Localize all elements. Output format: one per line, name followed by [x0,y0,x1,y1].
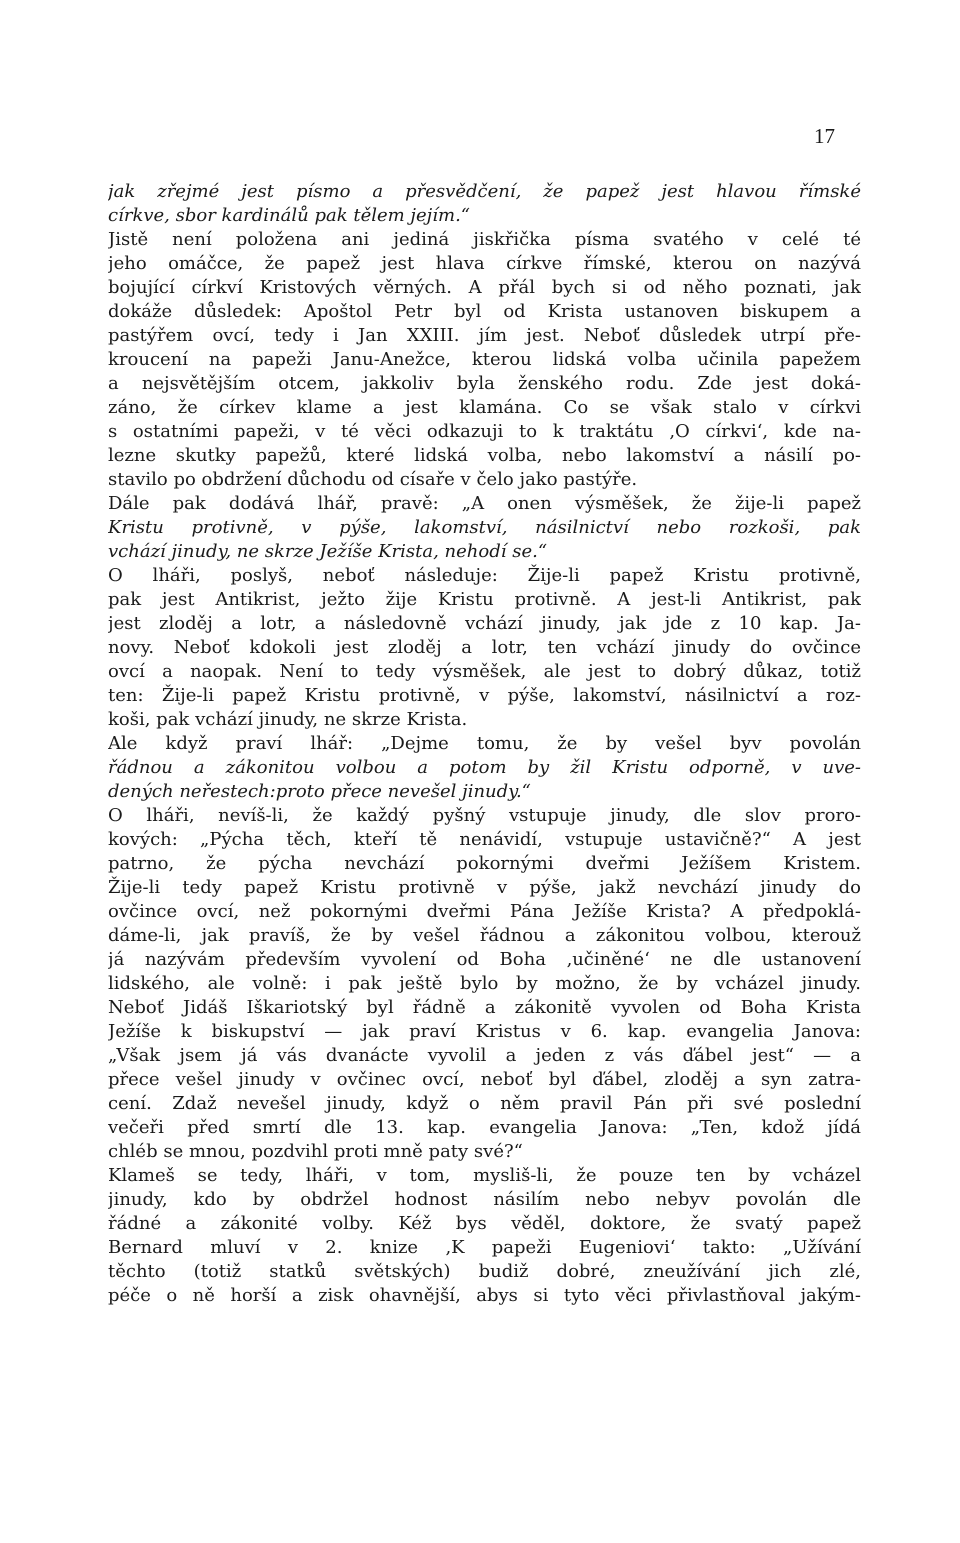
text-line: pak jest Antikrist, ježto žije Kristu protivně. A jest-li Antikrist, pak [108,589,861,610]
page-number: 17 [814,124,835,148]
text-line: cení. Zdaž nevešel jinudy, když o něm pravil Pán při své poslední [108,1093,861,1114]
text-line: večeři před smrtí dle 13. kap. evangelia Janova: „Ten, kdož jídá [108,1117,861,1138]
text-line: stavilo po obdržení důchodu od císaře v čelo jako pastýře. [108,469,638,490]
text-line: dáme-li, jak pravíš, že by vešel řádnou a zákonitou volbou, kterouž [108,925,861,946]
text-line: novy. Neboť kdokoli jest zloděj a lotr, ten vchází jinudy do ovčince [108,637,861,658]
text-line: Žije-li tedy papež Kristu protivně v pýše, jakž nevchází jinudy do [108,877,861,898]
text-line: Ale když praví lhář: „Dejme tomu, že by vešel byv povolán [108,733,861,754]
text-line: lidského, ale volně: i pak ještě bylo by možno, že by vcházel jinudy. [108,973,861,994]
text-line: řádné a zákonité volby. Kéž bys věděl, doktore, že svatý papež [108,1213,861,1234]
text-line: jak zřejmé jest písmo a přesvědčení, že papež jest hlavou římské [108,181,861,202]
text-line: Bernard mluví v 2. knize ‚K papeži Eugeniovi‘ takto: „Užívání [108,1237,861,1258]
text-line: lezne skutky papežů, které lidská volba, nebo lakomství a násilí po- [108,445,861,466]
text-line: s ostatními papeži, v té věci odkazuji to k traktátu ‚O církvi‘, kde na- [108,421,861,442]
text-line: pastýřem ovcí, tedy i Jan XXIII. jím jest. Neboť důsledek utrpí pře- [108,325,861,346]
text-line: vchází jinudy, ne skrze Ježíše Krista, nehodí se.“ [108,541,548,562]
text-line: jeho omáčce, že papež jest hlava církve římské, kterou on nazývá [108,253,861,274]
text-line: Dále pak dodává lhář, pravě: „A onen výsměšek, že žije-li papež [108,493,861,514]
text-line: těchto (totiž statků světských) budiž dobré, zneužívání jich zlé, [108,1261,861,1282]
text-line: dených neřestech:proto přece nevešel jinudy.“ [108,781,531,802]
text-line: já nazývám především vyvolení od Boha ‚učiněné‘ ne dle ustanovení [108,949,861,970]
text-line: Kristu protivně, v pýše, lakomství, násilnictví nebo rozkoši, pak [108,517,861,538]
text-line: Klameš se tedy, lháři, v tom, mysliš-li, že pouze ten by vcházel [108,1165,861,1186]
text-line: bojující církví Kristových věrných. A přál bych si od něho poznati, jak [108,277,861,298]
text-line: přece vešel jinudy v ovčinec ovcí, neboť byl ďábel, zloděj a syn zatra- [108,1069,861,1090]
body-text [108,180,861,1308]
text-line: kových: „Pýcha těch, kteří tě nenávidí, vstupuje ustavičně?“ A jest [108,829,861,850]
text-line: O lháři, poslyš, neboť následuje: Žije-li papež Kristu protivně, [108,565,861,586]
text-line: dokáže důsledek: Apoštol Petr byl od Krista ustanoven biskupem a [108,301,861,322]
text-line: Neboť Jidáš Iškariotský byl řádně a zákonitě vyvolen od Boha Krista [108,997,861,1018]
text-line: péče o ně horší a zisk ohavnější, abys si tyto věci přivlastňoval jakým- [108,1285,861,1306]
text-line: ovcí a naopak. Není to tedy výsměšek, ale jest to dobrý důkaz, totiž [108,661,861,682]
text-line: Jistě není položena ani jediná jiskřička písma svatého v celé té [108,229,861,250]
text-line: jinudy, kdo by obdržel hodnost násilím nebo nebyv povolán dle [108,1189,861,1210]
text-line: koši, pak vchází jinudy, ne skrze Krista. [108,709,468,730]
text-line: O lháři, nevíš-li, že každý pyšný vstupuje jinudy, dle slov proro- [108,805,861,826]
text-line: patrno, že pýcha nevchází pokornými dveřmi Ježíšem Kristem. [108,853,861,874]
text-line: „Však jsem já vás dvanácte vyvolil a jeden z vás ďábel jest“ — a [108,1045,861,1066]
text-line: Ježíše k biskupství — jak praví Kristus v 6. kap. evangelia Janova: [108,1021,861,1042]
text-line: ovčince ovcí, než pokornými dveřmi Pána Ježíše Krista? A předpoklá- [108,901,861,922]
text-line: chléb se mnou, pozdvihl proti mně paty své?“ [108,1141,523,1162]
text-line: řádnou a zákonitou volbou a potom by žil Kristu odporně, v uve- [108,757,861,778]
text-line: a nejsvětějším otcem, jakkoliv byla ženského rodu. Zde jest doká- [108,373,861,394]
text-line: církve, sbor kardinálů pak tělem jejím.“ [108,205,470,226]
text-line: kroucení na papeži Janu-Anežce, kterou lidská volba učinila papežem [108,349,861,370]
text-line: záno, že církev klame a jest klamána. Co se však stalo v církvi [108,397,861,418]
text-line: ten: Žije-li papež Kristu protivně, v pýše, lakomství, násilnictví a roz- [108,685,861,706]
text-line: jest zloděj a lotr, a následovně vchází jinudy, jak jde z 10 kap. Ja- [108,613,861,634]
